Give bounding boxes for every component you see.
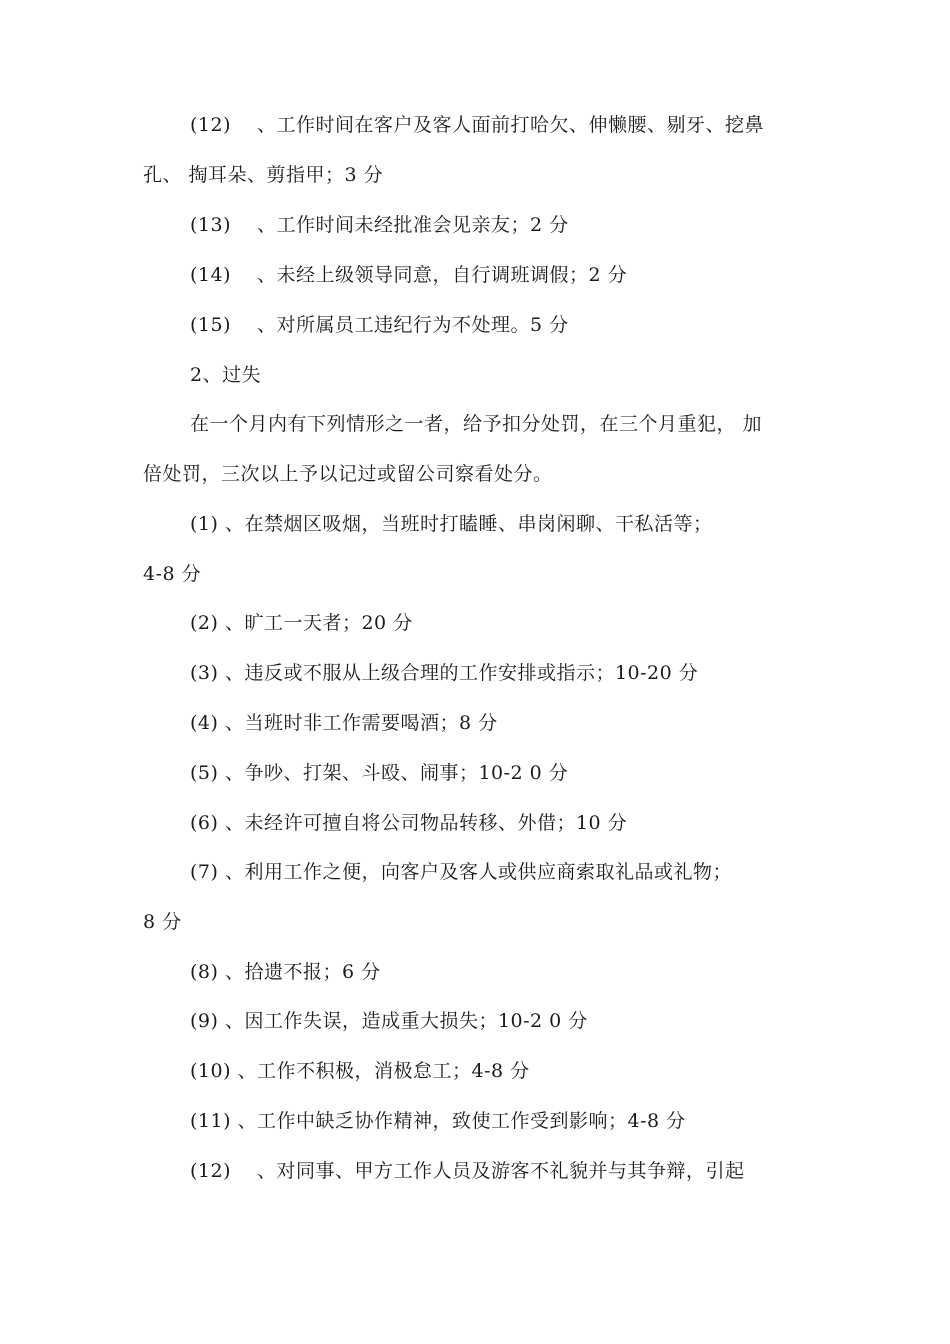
text-line-fault-1-b: 4-8 分 (143, 563, 202, 585)
text-line-fault-2: (2) 、旷工一天者；20 分 (190, 612, 413, 634)
text-line-fault-9: (9) 、因工作失误，造成重大损失；10-2 0 分 (190, 1010, 588, 1032)
text-line-fault-6: (6) 、未经许可擅自将公司物品转移、外借；10 分 (190, 812, 628, 834)
text-line-rule-13: (13) 、工作时间未经批准会见亲友；2 分 (190, 214, 569, 236)
text-line-fault-12: (12) 、对同事、甲方工作人员及游客不礼貌并与其争辩，引起 (190, 1160, 745, 1182)
text-line-fault-4: (4) 、当班时非工作需要喝酒；8 分 (190, 712, 498, 734)
section-heading: 2、过失 (190, 364, 262, 386)
text-line-fault-7-a: (7) 、利用工作之便，向客户及客人或供应商索取礼品或礼物； (190, 861, 732, 883)
text-line-fault-3: (3) 、违反或不服从上级合理的工作安排或指示；10-20 分 (190, 662, 699, 684)
text-line-fault-1-a: (1) 、在禁烟区吸烟，当班时打瞌睡、串岗闲聊、干私活等； (190, 513, 713, 535)
text-line-fault-5: (5) 、争吵、打架、斗殴、闹事；10-2 0 分 (190, 762, 569, 784)
text-line-rule-14: (14) 、未经上级领导同意，自行调班调假；2 分 (190, 264, 628, 286)
section-intro-b: 倍处罚，三次以上予以记过或留公司察看处分。 (143, 463, 553, 485)
text-line-rule-15: (15) 、对所属员工违纪行为不处理。5 分 (190, 314, 569, 336)
text-line-fault-8: (8) 、拾遗不报；6 分 (190, 961, 381, 983)
section-intro-a: 在一个月内有下列情形之一者，给予扣分处罚，在三个月重犯， 加 (190, 413, 763, 435)
text-line-fault-7-b: 8 分 (143, 911, 182, 933)
text-line-fault-11: (11) 、工作中缺乏协作精神，致使工作受到影响；4-8 分 (190, 1110, 686, 1132)
text-line-fault-10: (10) 、工作不积极，消极怠工；4-8 分 (190, 1060, 530, 1082)
text-line-rule-12-b: 孔、 掏耳朵、剪指甲；3 分 (143, 164, 384, 186)
text-line-rule-12-a: (12) 、工作时间在客户及客人面前打哈欠、伸懒腰、剔牙、挖鼻 (190, 114, 765, 136)
